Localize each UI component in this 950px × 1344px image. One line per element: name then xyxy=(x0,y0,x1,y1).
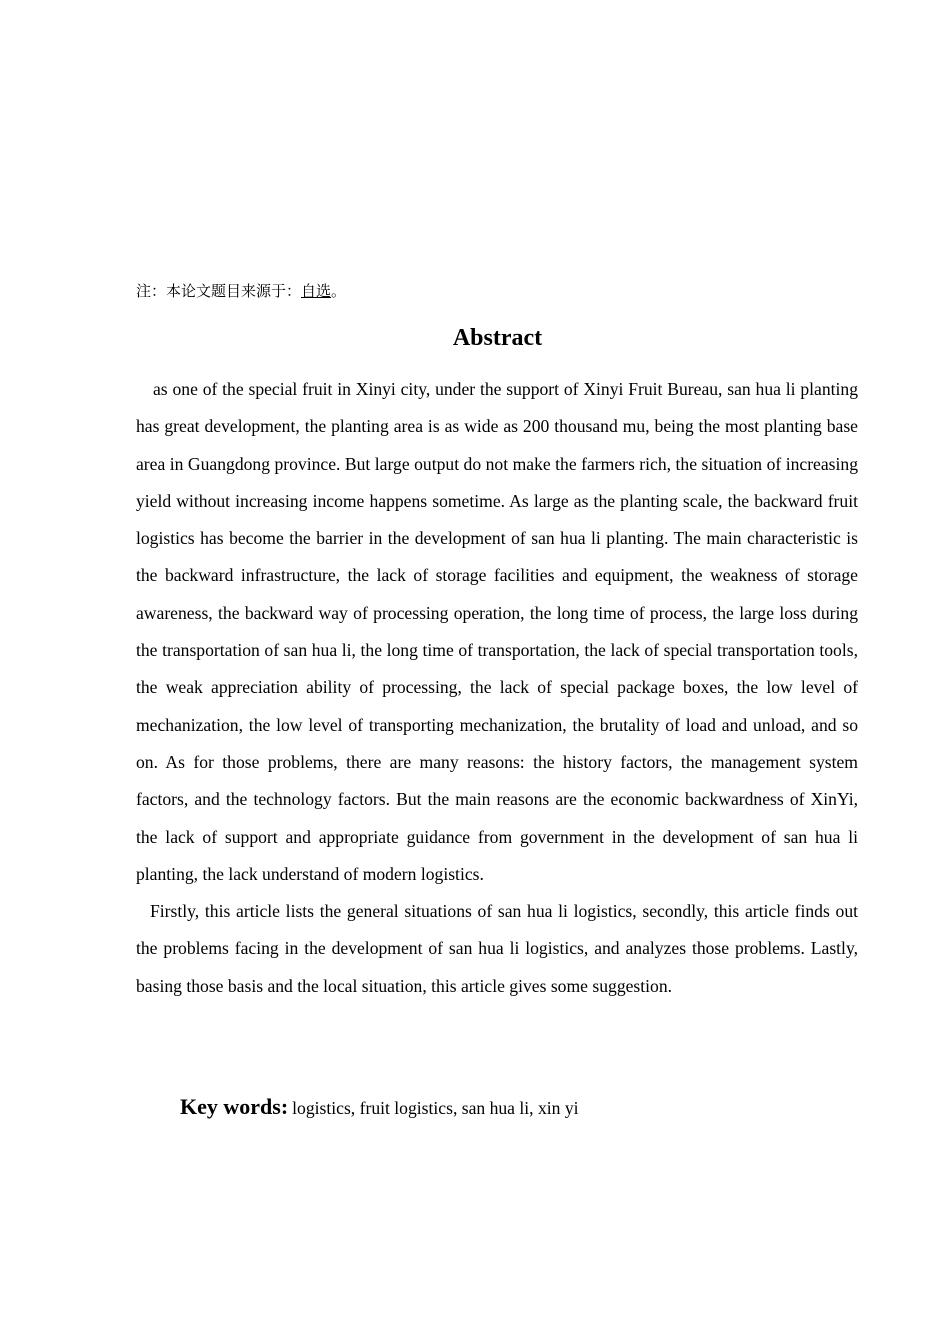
abstract-body xyxy=(136,371,858,1005)
abstract-paragraph-1: as one of the special fruit in Xinyi city, under the support of Xinyi Fruit Bureau, san hua li planting has great development, the planting area is as wide as 200 thousand mu, being the most planting base area in Guangdong province. But large output do not make the farmers rich, the situation of increasing yield without increasing income happens sometime. As large as the planting scale, the backward fruit logistics has become the barrier in the development of san hua li planting. The main characteristic is the backward infrastructure, the lack of storage facilities and equipment, the weakness of storage awareness, the backward way of processing operation, the long time of process, the large loss during the transportation of san hua li, the long time of transportation, the lack of special transportation tools, the weak appreciation ability of processing, the lack of special package boxes, the low level of mechanization, the low level of transporting mechanization, the brutality of load and unload, and so on. As for those problems, there are many reasons: the history factors, the management system factors, and the technology factors. But the main reasons are the economic backwardness of XinYi, the lack of support and appropriate guidance from government in the development of san hua li planting, the lack understand of modern logistics. xyxy=(136,379,858,884)
note-source: 自选 xyxy=(301,282,332,300)
note-suffix: 。 xyxy=(331,282,347,300)
topic-source-note xyxy=(136,281,346,301)
keywords-text: logistics, fruit logistics, san hua li, xin yi xyxy=(292,1098,579,1118)
note-prefix: 注：本论文题目来源于： xyxy=(136,282,302,300)
keywords-line xyxy=(180,1091,579,1126)
keywords-label: Key words: xyxy=(180,1094,289,1119)
abstract-title: Abstract xyxy=(452,325,543,351)
abstract-paragraph-2: Firstly, this article lists the general situations of san hua li logistics, secondly, this article finds out the problems facing in the development of san hua li logistics, and analyzes those problems. Lastly, basing those basis and the local situation, this article gives some suggestion. xyxy=(136,901,858,996)
